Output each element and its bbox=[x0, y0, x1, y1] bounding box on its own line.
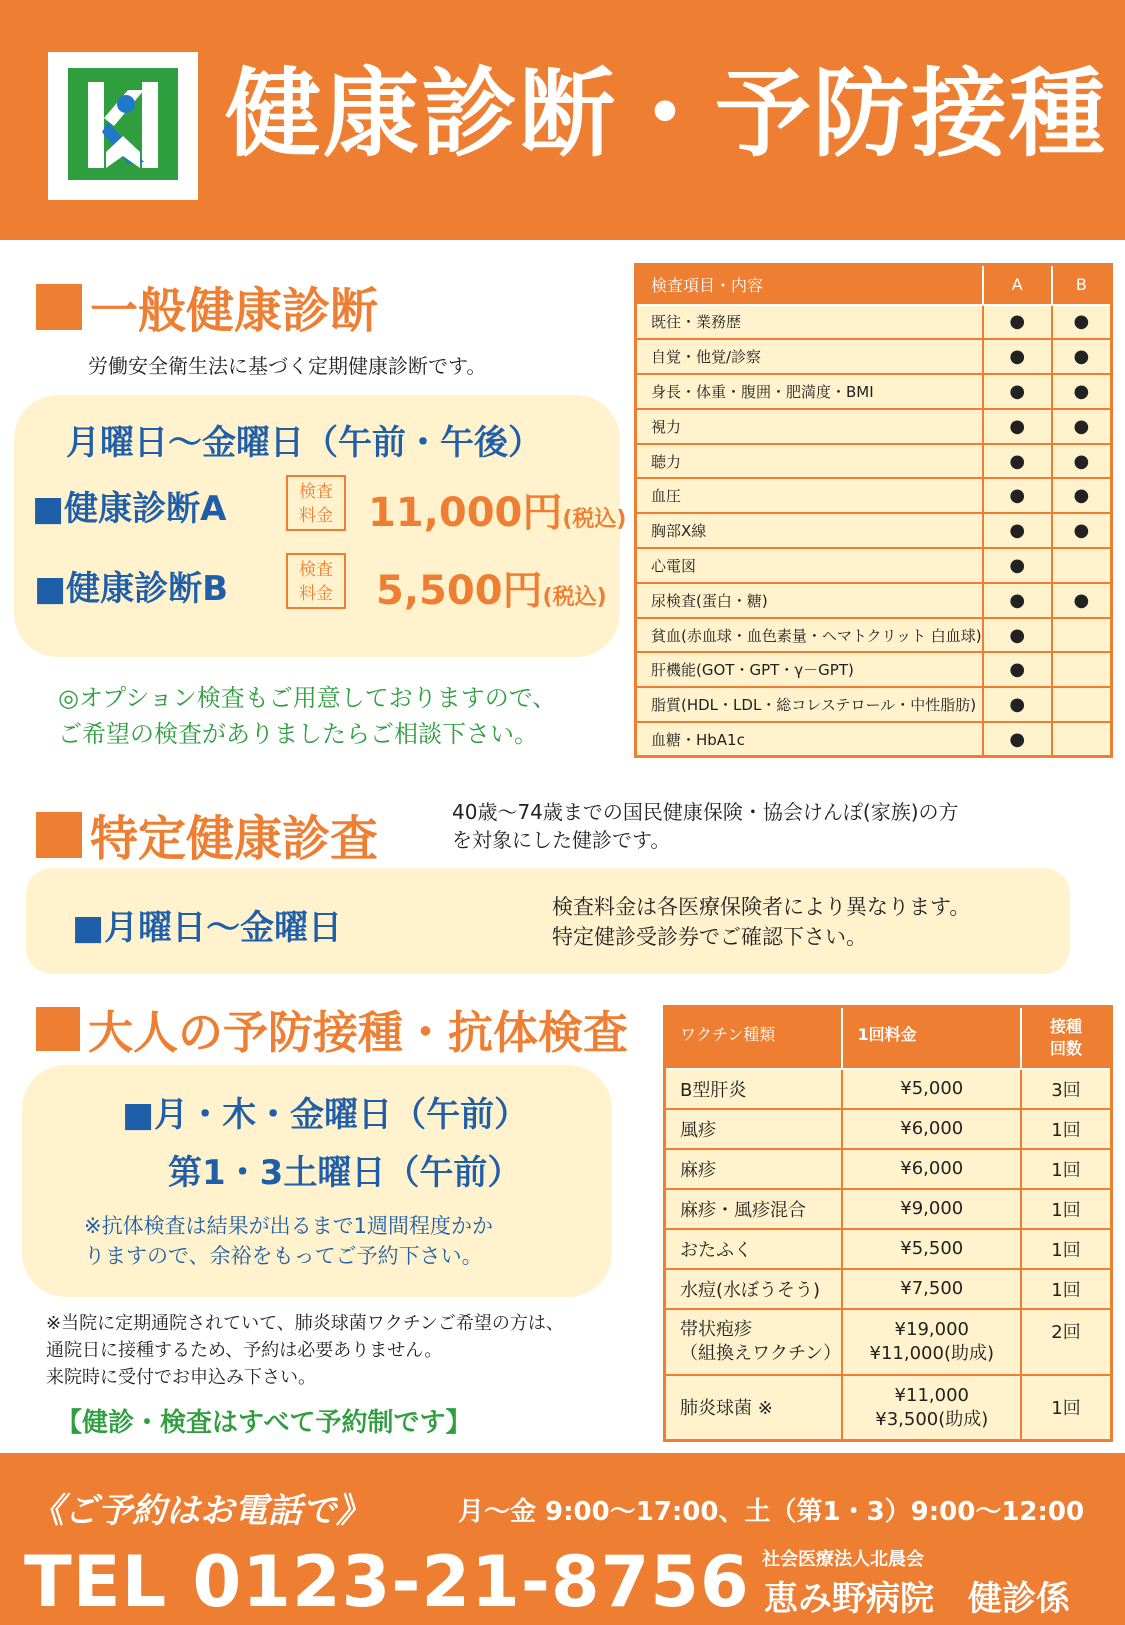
note-line: りますので、余裕をもってご予約下さい。 bbox=[84, 1244, 483, 1268]
specific-checkup-panel bbox=[26, 868, 1070, 974]
vaccine-count: 2回 bbox=[1021, 1309, 1111, 1375]
fee-label-line: 料金 bbox=[299, 506, 333, 526]
hospital-logo bbox=[48, 52, 198, 200]
general-checkup-panel bbox=[14, 395, 627, 657]
reservation-required-note: 【健診・検査はすべて予約制です】 bbox=[56, 1408, 472, 1438]
vaccine-count: 1回 bbox=[1021, 1109, 1111, 1149]
pneumococcal-note bbox=[46, 1310, 564, 1391]
table-row bbox=[636, 478, 1112, 513]
vaccine-fee-line: ¥6,000 bbox=[900, 1157, 964, 1179]
antibody-test-note bbox=[84, 1211, 493, 1271]
plan-b-mark: ● bbox=[1052, 444, 1112, 479]
table-row bbox=[636, 652, 1112, 687]
vaccine-count: 1回 bbox=[1021, 1189, 1111, 1229]
exam-item: 貧血(赤血球・血色素量・ヘマトクリット 白血球) bbox=[636, 618, 983, 653]
vaccine-fee-line: ¥9,000 bbox=[900, 1197, 964, 1219]
plan-b-mark: ● bbox=[1052, 339, 1112, 374]
vaccine-name-line: 帯状疱疹 bbox=[680, 1318, 752, 1340]
vaccine-fee bbox=[842, 1069, 1021, 1109]
plan-b-fee-label bbox=[286, 553, 346, 609]
vaccine-count: 3回 bbox=[1021, 1069, 1111, 1109]
contact-footer bbox=[0, 1453, 1125, 1625]
table-row bbox=[636, 513, 1112, 548]
column-header-fee: 1回料金 bbox=[842, 1007, 1021, 1069]
vaccine-fee-line: ¥6,000 bbox=[900, 1117, 964, 1139]
plan-a-mark: ● bbox=[983, 652, 1052, 687]
organization-name: 社会医療法人北晨会 bbox=[762, 1549, 924, 1570]
exam-item: 身長・体重・腹囲・肥満度・BMI bbox=[636, 374, 983, 409]
vaccine-name-line: B型肝炎 bbox=[680, 1079, 747, 1101]
plan-a-mark: ● bbox=[983, 409, 1052, 444]
note-line: 検査料金は各医療保険者により異なります。 bbox=[552, 895, 971, 919]
vaccine-fee bbox=[842, 1269, 1021, 1309]
exam-item: 聴力 bbox=[636, 444, 983, 479]
plan-a-mark: ● bbox=[983, 583, 1052, 618]
table-row bbox=[636, 374, 1112, 409]
plan-b-mark: ● bbox=[1052, 305, 1112, 340]
fee-label-line: 検査 bbox=[299, 560, 333, 580]
specific-checkup-description bbox=[452, 798, 959, 854]
fee-label-line: 検査 bbox=[299, 482, 333, 502]
vaccine-name bbox=[665, 1229, 843, 1269]
vaccine-fee-line: ¥19,000 bbox=[894, 1318, 969, 1340]
vaccine-name bbox=[665, 1149, 843, 1189]
vaccine-fee-line: ¥7,500 bbox=[900, 1277, 964, 1299]
table-header-row bbox=[636, 265, 1112, 305]
table-row bbox=[636, 618, 1112, 653]
exam-item: 尿検査(蛋白・糖) bbox=[636, 583, 983, 618]
plan-a-fee-label bbox=[286, 475, 346, 531]
general-checkup-days: 月曜日～金曜日（午前・午後） bbox=[66, 423, 542, 463]
column-header-item: 検査項目・内容 bbox=[636, 265, 983, 305]
plan-b-mark bbox=[1052, 618, 1112, 653]
plan-b-price-value: 5,500円 bbox=[376, 568, 543, 614]
vaccine-name bbox=[665, 1309, 843, 1375]
vaccine-fee-line: ¥5,500 bbox=[900, 1237, 964, 1259]
vaccine-count: 1回 bbox=[1021, 1229, 1111, 1269]
table-row bbox=[665, 1189, 1112, 1229]
plan-b-mark bbox=[1052, 652, 1112, 687]
vaccine-count: 1回 bbox=[1021, 1149, 1111, 1189]
exam-item: 自覚・他覚/診察 bbox=[636, 339, 983, 374]
plan-a-tax: (税込) bbox=[562, 507, 627, 532]
vaccine-name bbox=[665, 1069, 843, 1109]
column-header-b: B bbox=[1052, 265, 1112, 305]
page-title: 健康診断・予防接種 bbox=[225, 58, 1107, 170]
exam-item: 脂質(HDL・LDL・総コレステロール・中性脂肪) bbox=[636, 687, 983, 722]
exam-item: 既往・業務歴 bbox=[636, 305, 983, 340]
vaccine-fee-table bbox=[663, 1005, 1113, 1442]
plan-b-mark bbox=[1052, 548, 1112, 583]
fee-label-line: 料金 bbox=[299, 584, 333, 604]
plan-a-mark: ● bbox=[983, 548, 1052, 583]
column-header-count bbox=[1021, 1007, 1111, 1069]
note-line: 特定健診受診券でご確認下さい。 bbox=[552, 925, 867, 949]
plan-a-mark: ● bbox=[983, 722, 1052, 757]
vaccine-fee bbox=[842, 1149, 1021, 1189]
vaccine-name bbox=[665, 1189, 843, 1229]
option-note-line: ご希望の検査がありましたらご相談下さい。 bbox=[58, 720, 538, 748]
plan-a-mark: ● bbox=[983, 618, 1052, 653]
vaccine-name-line: 麻疹 bbox=[680, 1159, 716, 1181]
description-line: を対象にした健診です。 bbox=[452, 828, 671, 852]
vaccination-days-weekday: ■月・木・金曜日（午前） bbox=[122, 1095, 529, 1135]
vaccine-fee-line: ¥3,500(助成) bbox=[875, 1408, 989, 1430]
plan-b-mark bbox=[1052, 687, 1112, 722]
specific-checkup-heading-text: 特定健康診査 bbox=[90, 811, 379, 867]
exam-item: 血糖・HbA1c bbox=[636, 722, 983, 757]
plan-b-mark: ● bbox=[1052, 513, 1112, 548]
plan-b-mark: ● bbox=[1052, 583, 1112, 618]
vaccine-name-line: おたふく bbox=[680, 1239, 752, 1261]
specific-checkup-days: ■月曜日～金曜日 bbox=[72, 908, 343, 948]
plan-a-mark: ● bbox=[983, 339, 1052, 374]
header-banner bbox=[0, 0, 1125, 240]
plan-b-price bbox=[376, 559, 607, 616]
note-line: 来院時に受付でお申込み下さい。 bbox=[46, 1367, 316, 1388]
vaccination-days-saturday: 第1・3土曜日（午前） bbox=[168, 1153, 522, 1193]
plan-a-mark: ● bbox=[983, 374, 1052, 409]
exam-items-table bbox=[634, 263, 1113, 758]
exam-item: 血圧 bbox=[636, 478, 983, 513]
square-bullet-icon bbox=[36, 812, 82, 858]
vaccine-fee-line: ¥11,000(助成) bbox=[869, 1342, 995, 1364]
plan-b-mark bbox=[1052, 722, 1112, 757]
table-row bbox=[665, 1375, 1112, 1441]
plan-b-tax: (税込) bbox=[542, 585, 607, 610]
table-row bbox=[636, 583, 1112, 618]
vaccination-heading-text: 大人の予防接種・抗体検査 bbox=[88, 1006, 629, 1059]
hospital-department: 恵み野病院 健診係 bbox=[764, 1579, 1070, 1619]
vaccination-heading bbox=[36, 996, 628, 1061]
vaccine-fee bbox=[842, 1189, 1021, 1229]
plan-b-mark: ● bbox=[1052, 374, 1112, 409]
option-exam-note bbox=[58, 680, 556, 752]
specific-checkup-heading bbox=[36, 800, 378, 869]
plan-a-mark: ● bbox=[983, 513, 1052, 548]
table-row bbox=[636, 548, 1112, 583]
vaccine-name-line: （組換えワクチン） bbox=[680, 1342, 842, 1364]
exam-item: 心電図 bbox=[636, 548, 983, 583]
vaccine-name-line: 風疹 bbox=[680, 1119, 716, 1141]
reservation-by-phone: 《ご予約はお電話で》 bbox=[30, 1491, 370, 1531]
square-bullet-icon bbox=[36, 284, 82, 330]
plan-a-mark: ● bbox=[983, 478, 1052, 513]
plan-a-name: ■健康診断A bbox=[32, 489, 227, 529]
vaccine-name bbox=[665, 1375, 843, 1441]
header-line: 回数 bbox=[1050, 1038, 1083, 1058]
note-line: 通院日に接種するため、予約は必要ありません。 bbox=[46, 1340, 443, 1361]
vaccine-name bbox=[665, 1109, 843, 1149]
plan-b-name: ■健康診断B bbox=[34, 569, 229, 609]
table-row bbox=[636, 444, 1112, 479]
general-checkup-description: 労働安全衛生法に基づく定期健康診断です。 bbox=[88, 354, 487, 378]
plan-a-mark: ● bbox=[983, 687, 1052, 722]
vaccine-fee bbox=[842, 1109, 1021, 1149]
table-row bbox=[665, 1069, 1112, 1109]
plan-a-mark: ● bbox=[983, 305, 1052, 340]
business-hours: 月～金 9:00～17:00、土（第1・3）9:00～12:00 bbox=[458, 1497, 1085, 1527]
exam-item: 視力 bbox=[636, 409, 983, 444]
vaccine-name-line: 肺炎球菌 ※ bbox=[680, 1398, 773, 1420]
column-header-a: A bbox=[983, 265, 1052, 305]
square-bullet-icon bbox=[36, 1007, 80, 1051]
km-logo-icon bbox=[48, 52, 198, 200]
general-checkup-heading bbox=[36, 272, 378, 341]
plan-a-mark: ● bbox=[983, 444, 1052, 479]
option-note-line: ◎オプション検査もご用意しておりますので、 bbox=[58, 684, 557, 712]
vaccine-name bbox=[665, 1269, 843, 1309]
vaccine-fee-line: ¥5,000 bbox=[900, 1077, 964, 1099]
vaccine-fee bbox=[842, 1375, 1021, 1441]
vaccine-fee bbox=[842, 1229, 1021, 1269]
table-row bbox=[636, 722, 1112, 757]
note-line: ※抗体検査は結果が出るまで1週間程度かか bbox=[84, 1214, 493, 1238]
phone-number[interactable]: TEL 0123-21-8756 bbox=[24, 1541, 750, 1623]
vaccination-panel bbox=[22, 1065, 612, 1297]
vaccine-count: 1回 bbox=[1021, 1375, 1111, 1441]
table-row bbox=[636, 339, 1112, 374]
note-line: ※当院に定期通院されていて、肺炎球菌ワクチンご希望の方は、 bbox=[46, 1313, 564, 1334]
table-row bbox=[665, 1109, 1112, 1149]
vaccine-fee-line: ¥11,000 bbox=[894, 1384, 969, 1406]
table-row bbox=[636, 305, 1112, 340]
table-row bbox=[665, 1309, 1112, 1375]
exam-item: 胸部X線 bbox=[636, 513, 983, 548]
column-header-vaccine: ワクチン種類 bbox=[665, 1007, 843, 1069]
specific-checkup-fee-note bbox=[552, 892, 970, 952]
vaccine-name-line: 麻疹・風疹混合 bbox=[680, 1199, 806, 1221]
table-row bbox=[665, 1269, 1112, 1309]
header-line: 接種 bbox=[1050, 1016, 1083, 1036]
table-row bbox=[665, 1229, 1112, 1269]
vaccine-count: 1回 bbox=[1021, 1269, 1111, 1309]
plan-a-price-value: 11,000円 bbox=[368, 490, 563, 536]
plan-a-price bbox=[368, 481, 626, 538]
plan-b-mark: ● bbox=[1052, 409, 1112, 444]
exam-item: 肝機能(GOT・GPT・γ－GPT) bbox=[636, 652, 983, 687]
description-line: 40歳～74歳までの国民健康保険・協会けんぽ(家族)の方 bbox=[452, 800, 959, 824]
general-checkup-heading-text: 一般健康診断 bbox=[90, 283, 379, 339]
table-row bbox=[636, 409, 1112, 444]
vaccine-name-line: 水痘(水ぼうそう) bbox=[680, 1279, 821, 1301]
table-row bbox=[636, 687, 1112, 722]
vaccine-fee bbox=[842, 1309, 1021, 1375]
table-row bbox=[665, 1149, 1112, 1189]
plan-b-mark: ● bbox=[1052, 478, 1112, 513]
table-header-row bbox=[665, 1007, 1112, 1069]
